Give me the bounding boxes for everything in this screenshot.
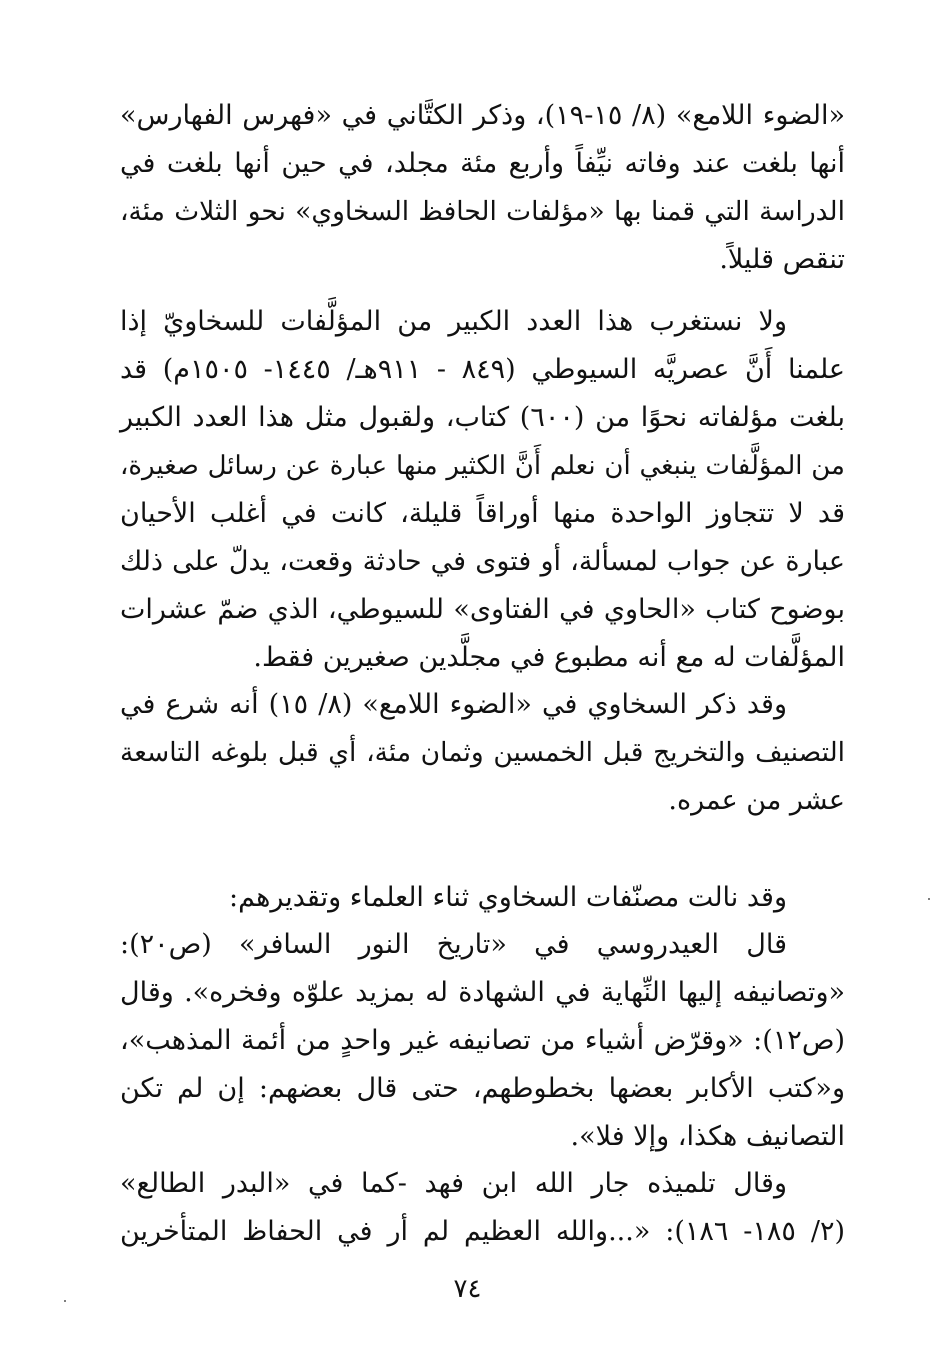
text-line: قال العيدروسي في «تاريخ النور السافر» (ص٢٠): <box>120 929 787 960</box>
text-line: (٢/ ١٨٥- ١٨٦): «...والله العظيم لم أر في الحفاظ المتأخرين <box>120 1216 845 1247</box>
paragraph-2 <box>120 298 845 682</box>
paragraph-5 <box>120 921 845 1161</box>
text-line: وقد نالت مصنّفات السخاوي ثناء العلماء وتقديرهم: <box>229 882 787 913</box>
text-line: و«كتب الأكابر بعضها بخطوطهم، حتى قال بعضهم: إن لم تكن <box>120 1073 845 1104</box>
paragraph-4 <box>120 874 845 922</box>
text-line: الدراسة التي قمنا بها «مؤلفات الحافظ السخاوي» نحو الثلاث مئة، <box>120 196 845 227</box>
text-line: «الضوء اللامع» (٨/ ١٥-١٩)، وذكر الكتَّاني في «فهرس الفهارس» <box>120 100 845 131</box>
text-line: علمنا أَنَّ عصريَّه السيوطي (٨٤٩ - ٩١١هـ/ ١٤٤٥- ١٥٠٥م) قد <box>120 354 845 385</box>
text-line: عبارة عن جواب لمسألة، أو فتوى في حادثة وقعت، يدلّ على ذلك <box>120 546 845 577</box>
text-line: وقد ذكر السخاوي في «الضوء اللامع» (٨/ ١٥) أنه شرع في <box>120 689 787 720</box>
text-line: عشر من عمره. <box>668 785 845 816</box>
text-line: قد لا تتجاوز الواحدة منها أوراقاً قليلة، كانت في أغلب الأحيان <box>120 498 845 529</box>
text-line: «وتصانيفه إليها النِّهاية في الشهادة له بمزيد علوّه وفخره». وقال <box>120 977 845 1008</box>
text-line: بلغت مؤلفاته نحوًا من (٦٠٠) كتاب، ولقبول مثل هذا العدد الكبير <box>120 402 846 433</box>
text-line: (ص١٢): «وقرّض أشياء من تصانيفه غير واحدٍ من أئمة المذهب»، <box>120 1025 845 1056</box>
scan-speck <box>928 898 930 900</box>
scan-speck <box>64 1300 66 1302</box>
text-line: بوضوح كتاب «الحاوي في الفتاوى» للسيوطي، الذي ضمّ عشرات <box>120 594 845 625</box>
page-number: ٧٤ <box>453 1274 482 1304</box>
paragraph-6 <box>120 1160 845 1256</box>
text-line: من المؤلَّفات ينبغي أن نعلم أَنَّ الكثير منها عبارة عن رسائل صغيرة، <box>120 451 845 481</box>
text-line: وقال تلميذه جار الله ابن فهد -كما في «البدر الطالع» <box>120 1168 787 1199</box>
paragraph-3 <box>120 681 845 825</box>
paragraph-1 <box>120 92 845 284</box>
text-line: تنقص قليلاً. <box>719 244 845 275</box>
text-line: ولا نستغرب هذا العدد الكبير من المؤلَّفات للسخاويّ إذا <box>120 306 787 337</box>
text-line: المؤلَّفات له مع أنه مطبوع في مجلَّدين صغيرين فقط. <box>253 642 845 673</box>
text-line: التصنيف والتخريج قبل الخمسين وثمان مئة، أي قبل بلوغه التاسعة <box>120 737 845 768</box>
text-line: أنها بلغت عند وفاته نيِّفاً وأربع مئة مجلد، في حين أنها بلغت في <box>120 148 845 179</box>
text-line: التصانيف هكذا، وإلا فلا». <box>570 1121 845 1152</box>
